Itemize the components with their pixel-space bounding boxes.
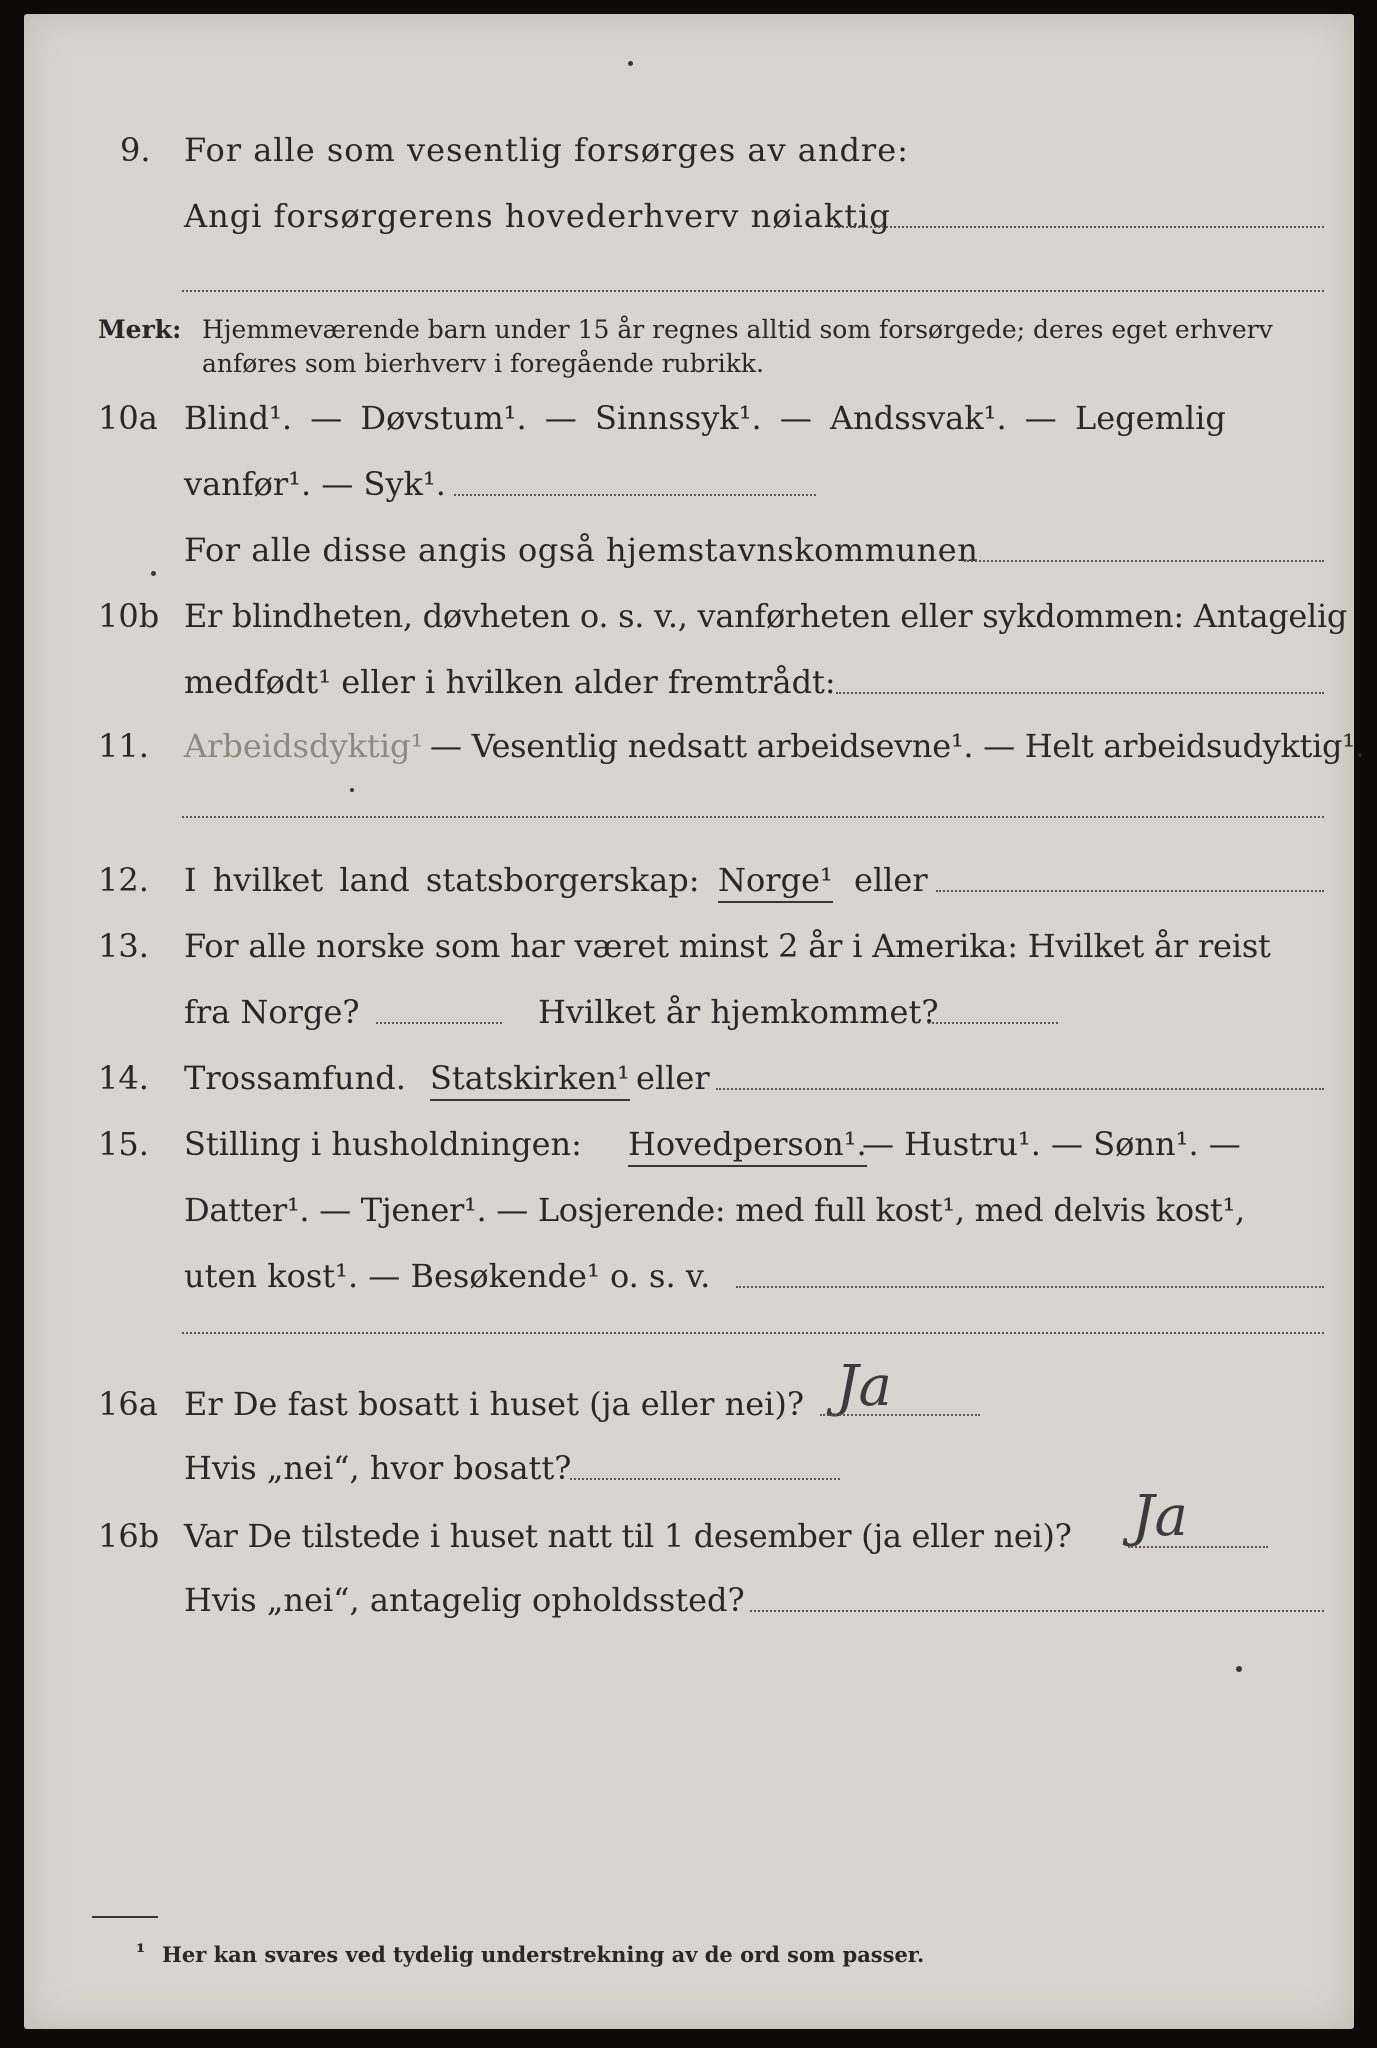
q11-answer-line[interactable]: [182, 816, 1324, 818]
q10b-answer-line[interactable]: [836, 692, 1324, 694]
q10a-number: 10a: [98, 399, 158, 437]
q15-line1-options: — Hustru¹. — Sønn¹. —: [862, 1125, 1241, 1163]
q16b-question: Var De tilstede i huset natt til 1 desember (ja eller nei)?: [184, 1517, 1072, 1555]
q10b-line1: Er blindheten, døvheten o. s. v., vanførheten eller sykdommen: Antagelig: [184, 597, 1348, 635]
q9-extra-line[interactable]: [182, 290, 1324, 292]
merk-line1: Hjemmeværende barn under 15 år regnes alltid som forsørgede; deres eget erhverv: [202, 315, 1273, 344]
q15-line1-label: Stilling i husholdningen:: [184, 1125, 582, 1163]
q13-emigrated-label: fra Norge?: [184, 993, 360, 1031]
q16b-number: 16b: [98, 1517, 160, 1555]
q15-line3: uten kost¹. — Besøkende¹ o. s. v.: [184, 1257, 711, 1295]
q16b-whereabouts-line[interactable]: [750, 1610, 1324, 1612]
q16a-answer-line[interactable]: [820, 1414, 980, 1416]
q13-emigrated-line[interactable]: [376, 1022, 502, 1024]
q9-line1: For alle som vesentlig forsørges av andre:: [184, 131, 909, 169]
q11-options: — Vesentlig nedsatt arbeidsevne¹. — Helt arbeidsudyktig¹.: [430, 727, 1365, 765]
census-form-page: [24, 14, 1365, 2029]
q12-norway[interactable]: Norge¹: [718, 861, 833, 903]
q16b-line2: Hvis „nei“, antagelig opholdssted?: [184, 1581, 745, 1619]
q14-state-church[interactable]: Statskirken¹: [430, 1059, 630, 1101]
q15-head-underlined: [628, 1124, 867, 1164]
q15-line2: Datter¹. — Tjener¹. — Losjerende: med full kost¹, med delvis kost¹,: [184, 1191, 1245, 1229]
q15-answer-line[interactable]: [736, 1286, 1324, 1288]
q9-line2: Angi forsørgerens hovederhverv nøiaktig: [184, 197, 891, 235]
q14-question: Trossamfund.: [184, 1059, 406, 1097]
q13-line1: For alle norske som har været minst 2 år i Amerika: Hvilket år reist: [184, 927, 1271, 965]
q12-question: I hvilket land statsborgerskap:: [184, 861, 700, 899]
q14-number: 14.: [98, 1059, 149, 1097]
q9-answer-line[interactable]: [834, 226, 1324, 228]
q16a-where-line[interactable]: [570, 1478, 840, 1480]
q14-or: eller: [636, 1059, 710, 1097]
footnote-rule: [92, 1916, 158, 1918]
q13-returned-line[interactable]: [928, 1022, 1058, 1024]
q10b-line2: medfødt¹ eller i hvilken alder fremtrådt:: [184, 663, 836, 701]
paper-speck: [1236, 1666, 1242, 1672]
q14-answer-line[interactable]: [716, 1088, 1324, 1090]
q15-number: 15.: [98, 1125, 149, 1163]
q10b-number: 10b: [98, 597, 160, 635]
q12-norway-underlined: [718, 860, 833, 900]
q10a-line2: vanfør¹. — Syk¹.: [184, 465, 446, 503]
q13-returned-label: Hvilket år hjemkommet?: [538, 993, 939, 1031]
q12-number: 12.: [98, 861, 149, 899]
q16a-number: 16a: [98, 1385, 158, 1423]
footnote-mark: ¹: [136, 1939, 146, 1964]
q11-number: 11.: [98, 727, 149, 765]
q10a-line3: For alle disse angis også hjemstavnskommunen: [184, 531, 979, 569]
merk-label: Merk:: [98, 315, 182, 344]
q15-extra-line[interactable]: [182, 1332, 1324, 1334]
q9-number: 9.: [120, 131, 151, 169]
paper-speck: [350, 788, 354, 792]
q16a-line2: Hvis „nei“, hvor bosatt?: [184, 1449, 572, 1487]
q13-number: 13.: [98, 927, 149, 965]
footnote-text: Her kan svares ved tydelig understrekning av de ord som passer.: [162, 1942, 925, 1967]
q12-or: eller: [854, 861, 928, 899]
q12-answer-line[interactable]: [936, 890, 1324, 892]
q14-state-church-underlined: [430, 1058, 630, 1098]
paper-speck: [628, 61, 633, 66]
q16b-handwritten-answer[interactable]: Ja: [1132, 1484, 1188, 1549]
merk-line2: anføres som bierhverv i foregående rubrikk.: [202, 349, 764, 378]
q15-head-of-household[interactable]: Hovedperson¹.: [628, 1125, 867, 1167]
q11-able-to-work[interactable]: Arbeidsdyktig¹: [184, 727, 424, 765]
q16a-question: Er De fast bosatt i huset (ja eller nei)?: [184, 1385, 805, 1423]
q10a-sick-line[interactable]: [454, 494, 816, 496]
q16a-handwritten-answer[interactable]: Ja: [836, 1354, 892, 1419]
paper-speck: [151, 571, 156, 576]
q10a-line1: Blind¹. — Døvstum¹. — Sinnssyk¹. — Andssvak¹. — Legemlig: [184, 399, 1226, 437]
q16b-answer-line[interactable]: [1128, 1546, 1268, 1548]
q10a-home-municipality-line[interactable]: [964, 560, 1324, 562]
